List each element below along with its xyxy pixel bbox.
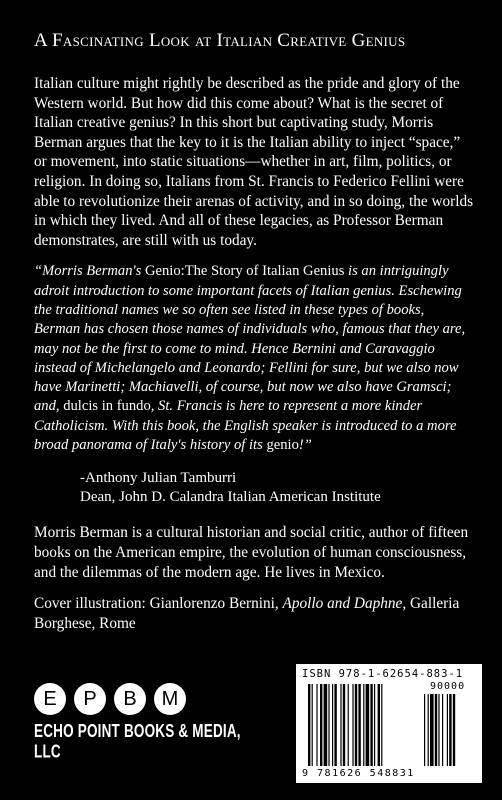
- cover-credit-prefix: Cover illustration: Gianlorenzo Bernini,: [34, 595, 283, 613]
- publisher-logo: [34, 683, 244, 762]
- publisher-name: ECHO POINT BOOKS & MEDIA, LLC: [34, 721, 241, 762]
- attribution-role: Dean, John D. Calandra Italian American Institute: [80, 489, 381, 506]
- cover-credit-work: Apollo and Daphne: [282, 595, 403, 613]
- barcode-digits: 9 781626 548831: [302, 768, 415, 779]
- quote-book-title: Genio:The Story of Italian Genius: [144, 263, 345, 280]
- isbn-label: ISBN 978-1-62654-883-1: [302, 668, 464, 680]
- summary-paragraph: Italian culture might rightly be described as the pride and glory of the Western world. But how did this come about? What is the secret of Italian creative genius? In this short but captivating study, Morris Berman argues that the key to it is the Italian ability to inject “space,” or movement, into static situations—whether in art, film, politics, or religion. In doing so, Italians from St. Francis to Federico Fellini were able to revolutionize their arenas of activity, and in so doing, the worlds in which they lived. And all of these legacies, as Professor Berman demonstrates, are still with us today.: [34, 75, 474, 249]
- quote-body-2: , St. Francis is here to represent a more kinder Catholicism. With this book, the English speaker is introduced to a more broad panorama of Italy's history of its: [34, 398, 457, 454]
- quote-attribution: [80, 469, 474, 507]
- headline: A Fascinating Look at Italian Creative Genius: [34, 30, 406, 51]
- quote-close: !”: [298, 437, 312, 454]
- cover-credit: [34, 594, 474, 633]
- logo-letter-m: M: [154, 683, 186, 715]
- attribution-name: -Anthony Julian Tamburri: [80, 470, 237, 487]
- author-bio: Morris Berman is a cultural historian and social critic, author of fifteen books on the American empire, the evolution of human consciousness, and the dilemmas of the modern age. He lives in Mexico.: [34, 524, 469, 581]
- isbn-barcode: [296, 664, 482, 783]
- quote-latin-phrase: dulcis in fundo: [63, 398, 151, 415]
- quote-open: “Morris Berman's: [34, 263, 145, 280]
- quote-genio: genio: [266, 437, 299, 454]
- price-code: 90000: [430, 681, 466, 692]
- logo-letter-b: B: [114, 683, 146, 715]
- logo-letter-e: E: [34, 683, 66, 715]
- logo-letter-p: P: [74, 683, 106, 715]
- back-cover-text: [34, 30, 474, 645]
- quote-body-1: is an intriguingly adroit introduction to some important facets of Italian genius. Eschewing the traditional names we so often see listed in these types of books, Berman has chosen those names of individuals who, famous that they are, may not be the first to come to mind. Hence Bernini and Caravaggio instead of Michelangelo and Leonardo; Fellini for sure, but we also now have Marinetti; Machiavelli, of course, but now we also have Gramsci; and,: [34, 263, 466, 415]
- review-quote: [34, 262, 474, 455]
- cover-credit-suffix: , Galleria Borghese, Rome: [34, 595, 460, 632]
